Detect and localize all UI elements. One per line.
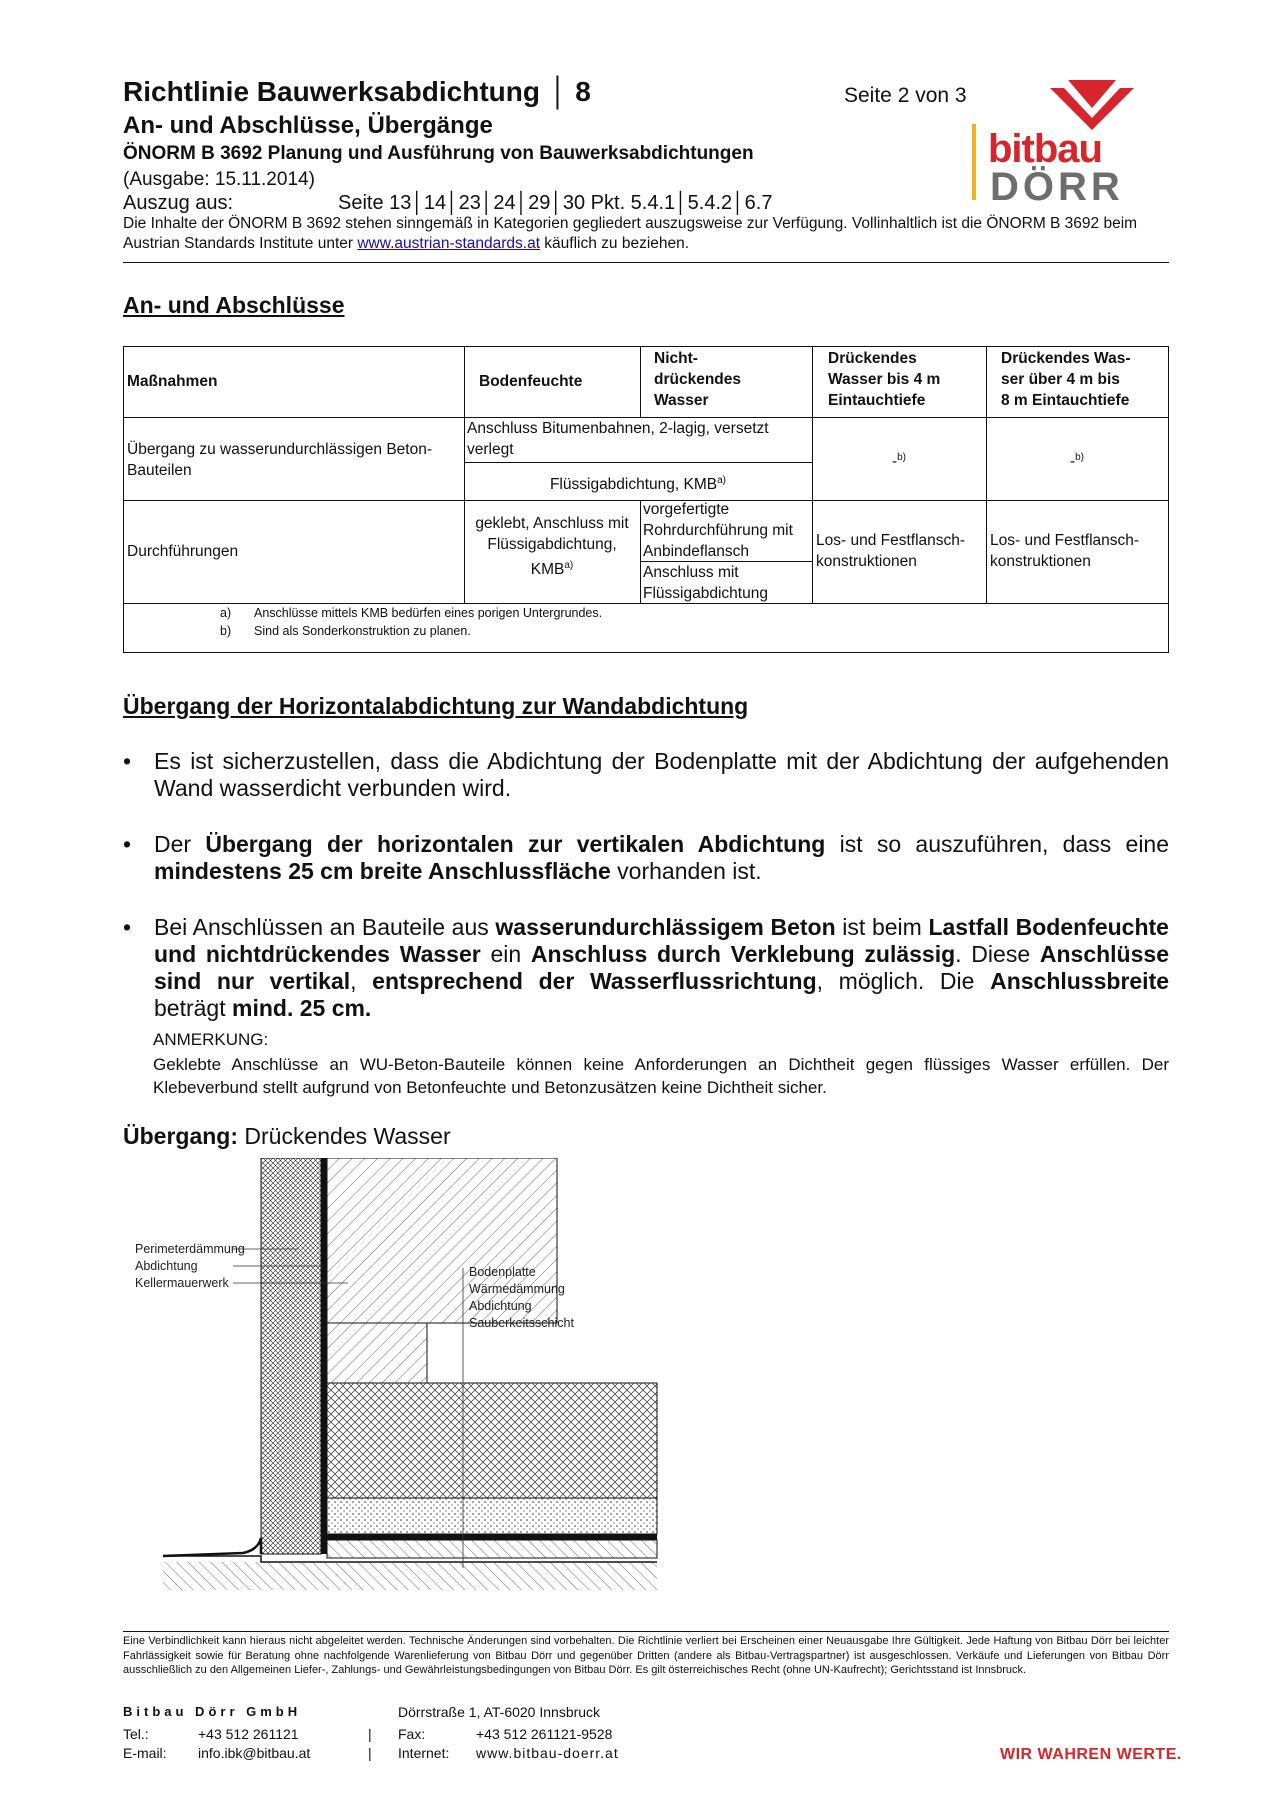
detail-drawing-svg xyxy=(123,1158,683,1618)
perimeter-insulation-layer xyxy=(261,1158,321,1554)
norm-title: ÖNORM B 3692 Planung und Ausführung von Bauwerksabdichtungen xyxy=(123,143,754,164)
bullet-text-3 xyxy=(154,914,1169,1022)
label-perimeterdaemmung: Perimeterdämmung xyxy=(135,1242,245,1256)
text-run: ein xyxy=(480,941,531,967)
footer-divider xyxy=(123,1631,1169,1632)
edition-date: (Ausgabe: 15.11.2014) xyxy=(123,169,315,190)
text-run: Bei Anschlüssen an Bauteile aus xyxy=(154,914,496,940)
text-bold: Anschluss durch Verklebung zulässig xyxy=(530,941,956,967)
row1-col4-dash: - xyxy=(891,453,898,471)
row2-col5: Los- und Festflansch- konstruktionen xyxy=(990,532,1140,570)
footer-web-label: Internet: xyxy=(398,1745,450,1761)
row2-bodenfeuchte-sup: a) xyxy=(564,560,574,571)
footer-tel[interactable]: +43 512 261121 xyxy=(198,1726,299,1742)
logo-roof-icon xyxy=(1050,80,1134,130)
row1-fluessig xyxy=(464,470,812,495)
text-bold: wasserundurchlässigem Beton xyxy=(495,914,836,940)
table-vline xyxy=(986,347,987,603)
bullet-text-2 xyxy=(154,831,1169,885)
text-run: vorhanden ist. xyxy=(610,858,762,884)
waterproofing-flap xyxy=(163,1538,261,1556)
footer-slogan: WIR WAHREN WERTE. xyxy=(1000,1746,1182,1763)
title-number: │ 8 xyxy=(549,76,591,107)
bullet-item xyxy=(123,831,1169,887)
extract-label: Auszug aus: xyxy=(123,192,234,214)
th-massnahmen: Maßnahmen xyxy=(127,373,218,390)
row2-col4: Los- und Festflansch- konstruktionen xyxy=(816,532,966,570)
text-bold: mindestens 25 cm breite Anschlussfläche xyxy=(154,858,611,884)
logo-graphic xyxy=(968,78,1180,202)
note-text-b: Sind als Sonderkonstruktion zu planen. xyxy=(254,624,471,638)
heading-bold: Übergang: xyxy=(123,1123,238,1149)
th-drueckend-8m: Drückendes Was- ser über 4 m bis 8 m Eintauchtiefe xyxy=(1001,350,1131,409)
row1-fluessig-text: Flüssigabdichtung, KMB xyxy=(549,476,718,494)
header-divider xyxy=(123,262,1169,263)
thermal-insulation-layer xyxy=(327,1498,657,1534)
text-bold: Übergang der horizontalen zur vertikalen Abdichtung xyxy=(205,831,826,857)
bullet-dot: • xyxy=(123,831,132,857)
label-waermedaemmung: Wärmedämmung xyxy=(469,1282,565,1296)
row2-bodenfeuchte-text: geklebt, Anschluss mit Flüssigabdichtung, KMB xyxy=(475,515,629,579)
bullet-item xyxy=(123,914,1169,1026)
remark-text: Geklebte Anschlüsse an WU-Beton-Bauteile können keine Anforderungen an Dichtheit gegen flüssiges Wasser erfüllen. Der Klebeverbund stellt aufgrund von Betonfeuchte und Betonzusätzen keine Dichtheit sicher. xyxy=(153,1055,1169,1097)
text-bold: Anschlussbreite xyxy=(990,968,1170,994)
row1-col4-sup: b) xyxy=(897,452,907,463)
note-mark-b: b) xyxy=(220,624,232,638)
bullet-text-1: Es ist sicherzustellen, dass die Abdichtung der Bodenplatte mit der Abdichtung der aufgehenden Wand wasserdicht verbunden wird. xyxy=(154,748,1169,801)
logo-wordmark-doerr: DÖRR xyxy=(990,165,1124,202)
norm-info-text-end: käuflich zu beziehen. xyxy=(540,235,690,252)
slab-waterproofing-layer xyxy=(327,1534,657,1540)
label-kellermauerwerk: Kellermauerwerk xyxy=(135,1276,229,1290)
bullet-dot: • xyxy=(123,914,132,940)
table-vline xyxy=(640,500,641,603)
note-mark-a: a) xyxy=(220,606,232,620)
document-subtitle: An- und Abschlüsse, Übergänge xyxy=(123,112,493,139)
label-bodenplatte: Bodenplatte xyxy=(469,1265,536,1279)
blinding-layer xyxy=(327,1540,657,1558)
row1-fluessig-sup: a) xyxy=(717,475,727,486)
bullet-dot: • xyxy=(123,748,132,774)
footer-email-link[interactable]: info.ibk@bitbau.at xyxy=(198,1745,311,1761)
note-text-a: Anschlüsse mittels KMB bedürfen eines porigen Untergrundes. xyxy=(254,606,603,620)
row1-col5 xyxy=(986,447,1168,472)
section-heading-anschluesse: An- und Abschlüsse xyxy=(123,292,345,318)
footer-tel-label: Tel.: xyxy=(123,1726,149,1742)
section-heading-uebergang: Übergang der Horizontalabdichtung zur Wandabdichtung xyxy=(123,693,749,719)
logo-accent-bar xyxy=(972,124,976,200)
norm-info xyxy=(123,214,1173,254)
row1-col4 xyxy=(812,447,986,472)
anschluesse-table xyxy=(123,346,1169,653)
text-run: beträgt xyxy=(154,995,232,1021)
row2-bodenfeuchte xyxy=(464,513,640,580)
label-abdichtung-wand: Abdichtung xyxy=(135,1259,198,1273)
row1-label: Übergang zu wasserundurchlässigen Beton- Bauteilen xyxy=(127,441,433,479)
footer-separator: | xyxy=(368,1726,372,1742)
detail-drawing xyxy=(123,1158,683,1618)
text-bold: Anschlüsse sind nur vertikal xyxy=(154,941,1169,994)
row1-col5-sup: b) xyxy=(1075,452,1085,463)
document-title xyxy=(123,76,591,108)
logo-wordmark-bitbau: bitbau xyxy=(988,127,1102,171)
soil-ground xyxy=(163,1562,657,1590)
basement-wall-lower xyxy=(327,1323,427,1383)
table-vline xyxy=(640,347,641,417)
wall-waterproofing-layer xyxy=(321,1158,327,1554)
footer-email-label: E-mail: xyxy=(123,1745,167,1761)
row2-label: Durchführungen xyxy=(127,543,239,560)
bullet-item xyxy=(123,748,1169,804)
table-vline xyxy=(812,347,813,603)
footer-separator: | xyxy=(368,1745,372,1761)
remark-label: ANMERKUNG: xyxy=(153,1030,269,1049)
th-drueckend-4m: Drückendes Wasser bis 4 m Eintauchtiefe xyxy=(828,350,941,409)
heading-rest: Drückendes Wasser xyxy=(238,1123,451,1149)
text-bold: mind. 25 cm. xyxy=(232,995,372,1021)
text-run: Der xyxy=(154,831,206,857)
footer-address: Dörrstraße 1, AT-6020 Innsbruck xyxy=(398,1704,601,1720)
row2-rohrdurchfuehrung: vorgefertigte Rohrdurchführung mit Anbindeflansch xyxy=(643,501,793,560)
footer-web-link[interactable]: www.bitbau-doerr.at xyxy=(476,1745,619,1761)
text-run: ist so auszuführen, dass eine xyxy=(825,831,1170,857)
footer-disclaimer: Eine Verbindlichkeit kann hieraus nicht abgeleitet werden. Technische Änderungen sind vorbehalten. Die Richtlinie verliert bei Erscheinen einer Neuausgabe Ihre Gültigkeit. Jede Haftung von Bitbau Dörr bei leichter Fahrlässigkeit sowie für Beratung ohne nachfolgende Warenlieferung von Bitbau Dörr und gegenüber Dritten (andere als Bitbau-Vertragspartner) ist ausgeschlossen. Verkäufe und Lieferungen von Bitbau Dörr ausschließlich zu den Allgemeinen Liefer-, Zahlungs- und Gewährleistungsbedingungen von Bitbau Dörr. Es gilt österreichisches Recht (ohne UN-Kaufrecht); Gerichtsstand ist Innsbruck. xyxy=(123,1635,1169,1676)
row1-bitumen: Anschluss Bitumenbahnen, 2-lagig, versetzt verlegt xyxy=(467,420,769,458)
text-bold: entsprechend der Wasserflussrichtung xyxy=(372,968,817,994)
row2-anschluss-fluessig: Anschluss mit Flüssigabdichtung xyxy=(643,564,768,602)
label-sauberkeitsschicht: Sauberkeitsschicht xyxy=(469,1316,574,1330)
page-indicator: Seite 2 von 3 xyxy=(844,84,967,107)
footer-company: Bitbau Dörr GmbH xyxy=(123,1704,302,1719)
footer-fax: +43 512 261121-9528 xyxy=(476,1726,613,1742)
th-nicht-drueckend: Nicht- drückendes Wasser xyxy=(654,350,742,409)
text-bold: Lastfall Bodenfeuchte und nichtdrückendes Wasser xyxy=(154,914,1169,967)
norm-info-text: Die Inhalte der ÖNORM B 3692 stehen sinngemäß in Kategorien gegliedert auszugsweise zur Verfügung. Vollinhaltlich ist die ÖNORM B 3692 beim Austrian Standards Institute unter xyxy=(123,215,1138,252)
label-abdichtung-boden: Abdichtung xyxy=(469,1299,532,1313)
extract-pages: Seite 13│14│23│24│29│30 Pkt. 5.4.1│5.4.2│6.7 xyxy=(338,192,773,214)
text-run: , xyxy=(350,968,373,994)
title-text: Richtlinie Bauwerksabdichtung xyxy=(123,76,540,107)
text-run: , möglich. Die xyxy=(816,968,991,994)
austrian-standards-link[interactable]: www.austrian-standards.at xyxy=(357,235,540,252)
bitbau-doerr-logo xyxy=(968,78,1180,202)
th-bodenfeuchte: Bodenfeuchte xyxy=(479,373,583,390)
table-hline xyxy=(464,462,812,463)
text-run: ist beim xyxy=(835,914,929,940)
row1-col5-dash: - xyxy=(1069,453,1076,471)
floor-slab xyxy=(327,1383,657,1498)
section-heading-drueckendes-wasser xyxy=(123,1123,451,1150)
footer-fax-label: Fax: xyxy=(398,1726,426,1742)
text-run: . Diese xyxy=(955,941,1040,967)
